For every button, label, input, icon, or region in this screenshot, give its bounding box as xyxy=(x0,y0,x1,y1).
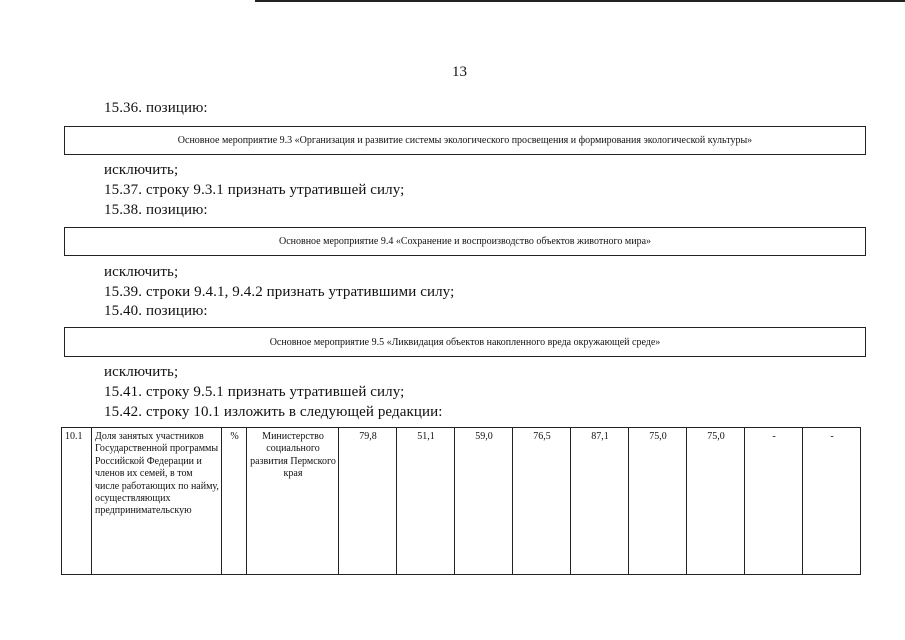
cell-responsible: Министерство социального развития Пермского края xyxy=(247,428,339,575)
position-box-9-4 xyxy=(64,227,866,256)
cell-value-2: 51,1 xyxy=(397,428,455,575)
position-box-9-5-text: Основное мероприятие 9.5 «Ликвидация объектов накопленного вреда окружающей среде» xyxy=(269,336,661,348)
cell-number: 10.1 xyxy=(62,428,92,575)
row-10-1-table xyxy=(61,427,861,575)
cell-indicator-name: Доля занятых участников Государственной программы Российской Федерации и членов их семей, в том числе работающих по найму, осуществляющих предпринимательскую xyxy=(92,428,222,575)
paragraph-exclude-2: исключить; xyxy=(104,264,179,280)
position-box-9-3 xyxy=(64,126,866,155)
paragraph-15-39: 15.39. строки 9.4.1, 9.4.2 признать утратившими силу; xyxy=(104,284,455,300)
paragraph-15-36: 15.36. позицию: xyxy=(104,100,208,116)
cell-unit: % xyxy=(222,428,247,575)
table-row xyxy=(62,428,861,575)
paragraph-exclude-3: исключить; xyxy=(104,364,179,380)
cell-value-5: 87,1 xyxy=(571,428,629,575)
top-border-line xyxy=(255,0,905,2)
position-box-9-3-text: Основное мероприятие 9.3 «Организация и развитие системы экологического просвещения и формирования экологической культуры» xyxy=(177,135,753,146)
paragraph-15-41: 15.41. строку 9.5.1 признать утратившей силу; xyxy=(104,384,405,400)
paragraph-15-42: 15.42. строку 10.1 изложить в следующей редакции: xyxy=(104,404,443,420)
cell-value-9: - xyxy=(803,428,861,575)
cell-value-8: - xyxy=(745,428,803,575)
cell-value-7: 75,0 xyxy=(687,428,745,575)
paragraph-15-38: 15.38. позицию: xyxy=(104,202,208,218)
position-box-9-4-text: Основное мероприятие 9.4 «Сохранение и воспроизводство объектов животного мира» xyxy=(278,236,652,247)
cell-value-1: 79,8 xyxy=(339,428,397,575)
cell-value-3: 59,0 xyxy=(455,428,513,575)
position-box-9-5 xyxy=(64,327,866,357)
paragraph-15-40: 15.40. позицию: xyxy=(104,303,208,319)
page-number: 13 xyxy=(452,64,467,80)
cell-value-4: 76,5 xyxy=(513,428,571,575)
cell-value-6: 75,0 xyxy=(629,428,687,575)
paragraph-15-37: 15.37. строку 9.3.1 признать утратившей силу; xyxy=(104,182,405,198)
paragraph-exclude-1: исключить; xyxy=(104,162,179,178)
